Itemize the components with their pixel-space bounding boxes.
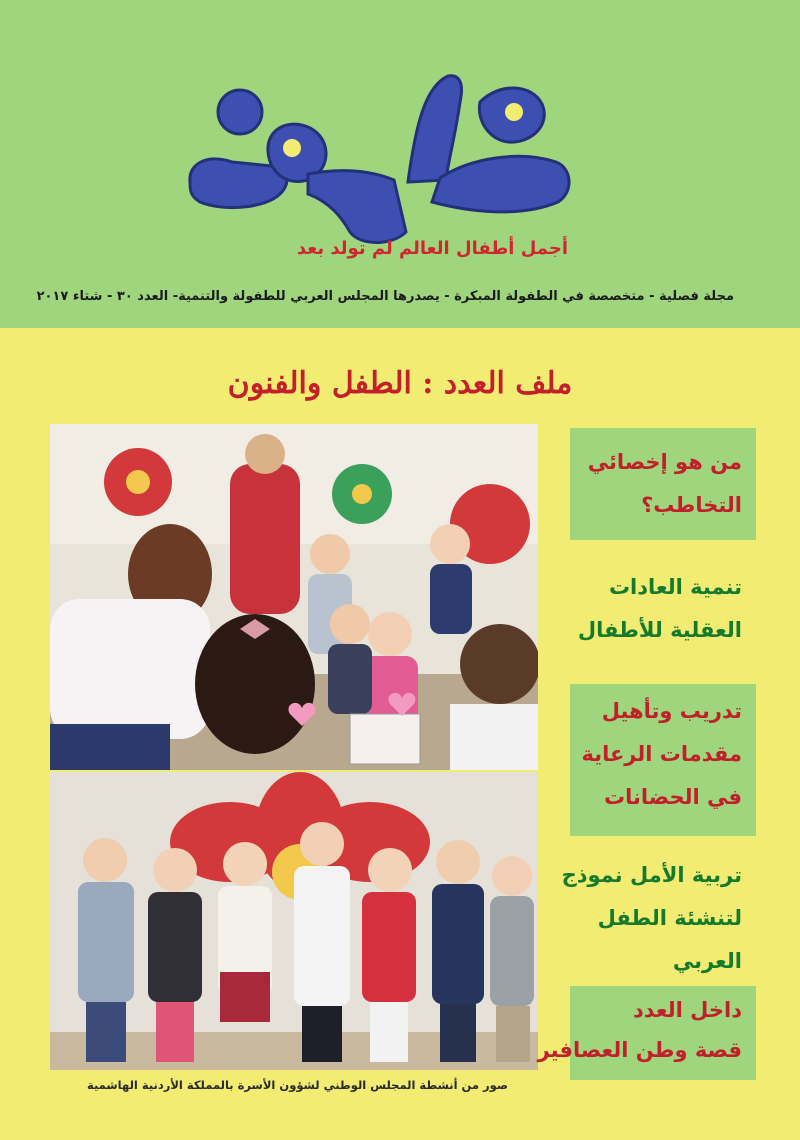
- headline-line: العربي: [672, 949, 742, 973]
- masthead: [0, 0, 800, 328]
- headline-line: التخاطب؟: [641, 493, 742, 517]
- headline-line: داخل العدد: [632, 998, 742, 1022]
- headline-line: تربية الأمل نموذج: [561, 863, 742, 887]
- issue-feature-title: ملف العدد : الطفل والفنون: [227, 366, 573, 401]
- photo-caption: صور من أنشطة المجلس الوطني لشؤون الأسرة بالمملكة الأردنية الهاشمية: [87, 1078, 508, 1092]
- classroom-activity-photo: [50, 424, 538, 770]
- headline-line: تدريب وتأهيل: [601, 699, 742, 723]
- headline-line: من هو إخصائي: [587, 450, 742, 474]
- tagline: أجمل أطفال العالم لم تولد بعد: [296, 238, 568, 259]
- headline-line: مقدمات الرعاية: [581, 742, 742, 766]
- headline-line: العقلية للأطفال: [577, 618, 742, 642]
- headline-inside-issue[interactable]: [537, 986, 756, 1080]
- headline-line: في الحضانات: [604, 785, 742, 809]
- headline-hope-education[interactable]: [561, 854, 756, 980]
- headline-line: تنمية العادات: [608, 575, 742, 599]
- children-group-photo: [50, 772, 538, 1070]
- headline-line: لتنشئة الطفل: [597, 906, 742, 930]
- headline-caregiver-training[interactable]: [570, 684, 756, 836]
- magazine-logo: [180, 62, 580, 252]
- headline-mental-habits[interactable]: [570, 566, 756, 670]
- headline-line: قصة وطن العصافير: [537, 1038, 742, 1062]
- headline-speech-therapist[interactable]: [570, 428, 756, 540]
- logo-text: خطوة: [378, 172, 382, 173]
- publication-info: مجلة فصلية - متخصصة في الطفولة المبكرة - يصدرها المجلس العربي للطفولة والتنمية- العدد ٣٠ - شتاء ٢٠١٧: [36, 289, 734, 304]
